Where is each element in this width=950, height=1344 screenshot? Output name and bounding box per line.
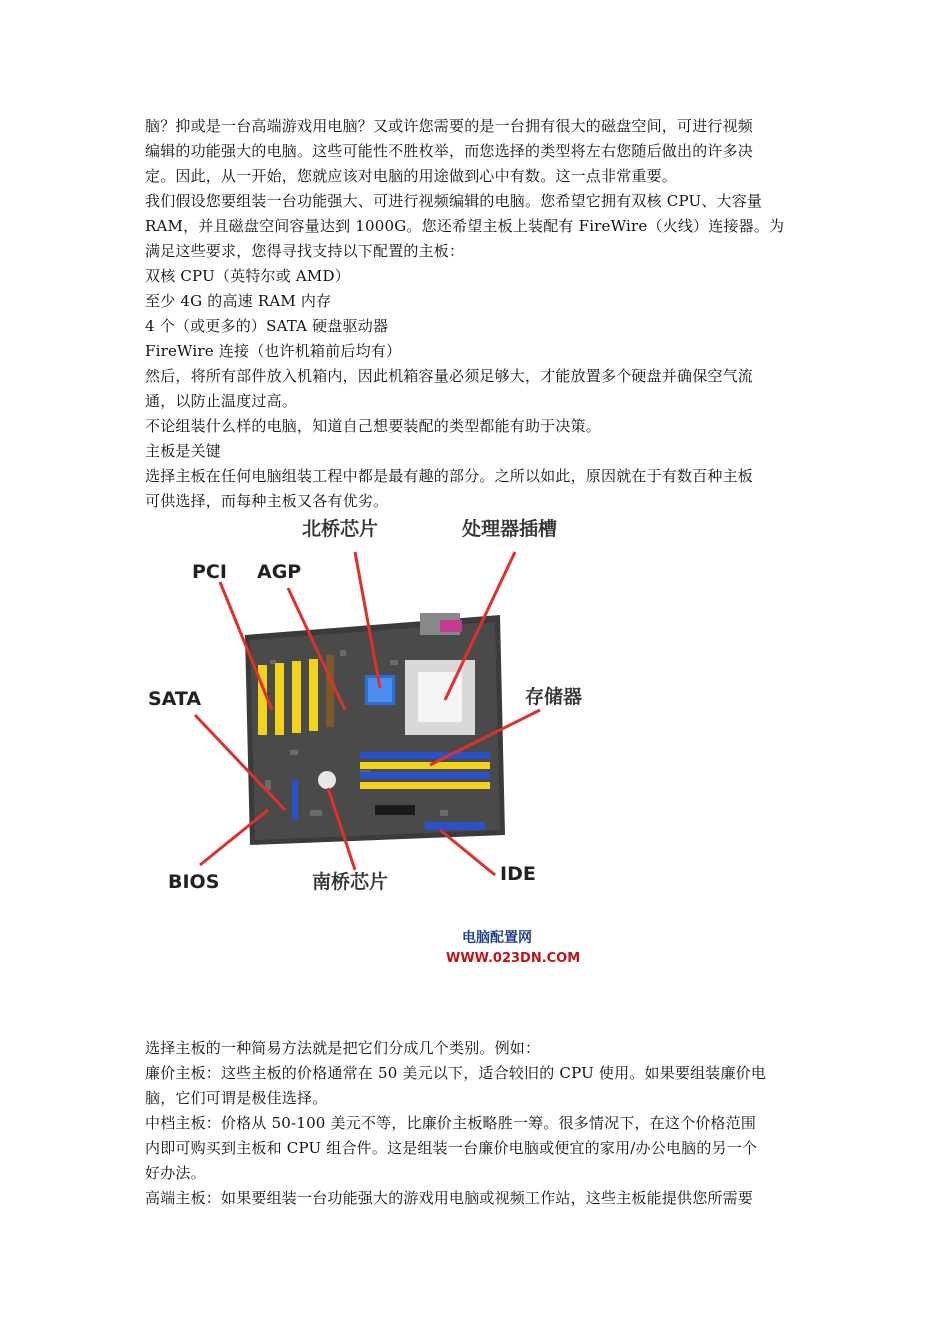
list-item: 双核 CPU（英特尔或 AMD）: [145, 267, 350, 285]
motherboard-diagram: [140, 510, 620, 980]
label-northbridge: 北桥芯片: [302, 518, 379, 540]
text-line: 我们假设您要组装一台功能强大、可进行视频编辑的电脑。您希望它拥有双核 CPU、大容量: [145, 192, 763, 210]
text-line: 脑，它们可谓是极佳选择。: [145, 1089, 328, 1107]
text-line: 编辑的功能强大的电脑。这些可能性不胜枚举，而您选择的类型将左右您随后做出的许多决: [145, 142, 754, 160]
text-line: 通，以防止温度过高。: [145, 392, 298, 410]
label-bios: BIOS: [168, 871, 220, 893]
body-text: [145, 1036, 810, 1211]
text-line: RAM，并且磁盘空间容量达到 1000G。您还希望主板上装配有 FireWire（火线）连接器。为: [145, 217, 785, 235]
text-line: 脑？抑或是一台高端游戏用电脑？又或许您需要的是一台拥有很大的磁盘空间，可进行视频: [145, 117, 754, 135]
section-heading: 主板是关键: [145, 442, 222, 460]
text-line: 不论组装什么样的电脑，知道自己想要装配的类型都能有助于决策。: [145, 417, 602, 435]
list-item: 4 个（或更多的）SATA 硬盘驱动器: [145, 317, 389, 335]
label-agp: AGP: [257, 561, 302, 583]
text-line: 内即可购买到主板和 CPU 组合件。这是组装一台廉价电脑或便宜的家用/办公电脑的另一个: [145, 1139, 758, 1157]
text-line: 定。因此，从一开始，您就应该对电脑的用途做到心中有数。这一点非常重要。: [145, 167, 678, 185]
text-line: 中档主板：价格从 50-100 美元不等，比廉价主板略胜一筹。很多情况下，在这个价格范围: [145, 1114, 757, 1132]
intro-text: [145, 114, 810, 514]
watermark-url: WWW.023DN.COM: [446, 951, 581, 966]
list-item: 至少 4G 的高速 RAM 内存: [145, 292, 332, 310]
label-memory: 存储器: [525, 686, 583, 708]
text-line: 高端主板：如果要组装一台功能强大的游戏用电脑或视频工作站，这些主板能提供您所需要: [145, 1189, 754, 1207]
text-line: 选择主板的一种简易方法就是把它们分成几个类别。例如：: [145, 1039, 541, 1057]
text-line: 然后，将所有部件放入机箱内，因此机箱容量必须足够大，才能放置多个硬盘并确保空气流: [145, 367, 754, 385]
text-line: 廉价主板：这些主板的价格通常在 50 美元以下，适合较旧的 CPU 使用。如果要组装廉价电: [145, 1064, 767, 1082]
list-item: FireWire 连接（也许机箱前后均有）: [145, 342, 402, 360]
watermark-title: 电脑配置网: [462, 930, 532, 946]
label-cpu-socket: 处理器插槽: [462, 518, 558, 540]
label-pci: PCI: [192, 561, 227, 583]
label-ide: IDE: [500, 863, 536, 885]
text-line: 可供选择，而每种主板又各有优劣。: [145, 492, 389, 510]
text-line: 满足这些要求，您得寻找支持以下配置的主板：: [145, 242, 465, 260]
label-sata: SATA: [148, 688, 202, 710]
text-line: 好办法。: [145, 1164, 206, 1182]
label-southbridge: 南桥芯片: [312, 871, 389, 893]
text-line: 选择主板在任何电脑组装工程中都是最有趣的部分。之所以如此，原因就在于有数百种主板: [145, 467, 754, 485]
